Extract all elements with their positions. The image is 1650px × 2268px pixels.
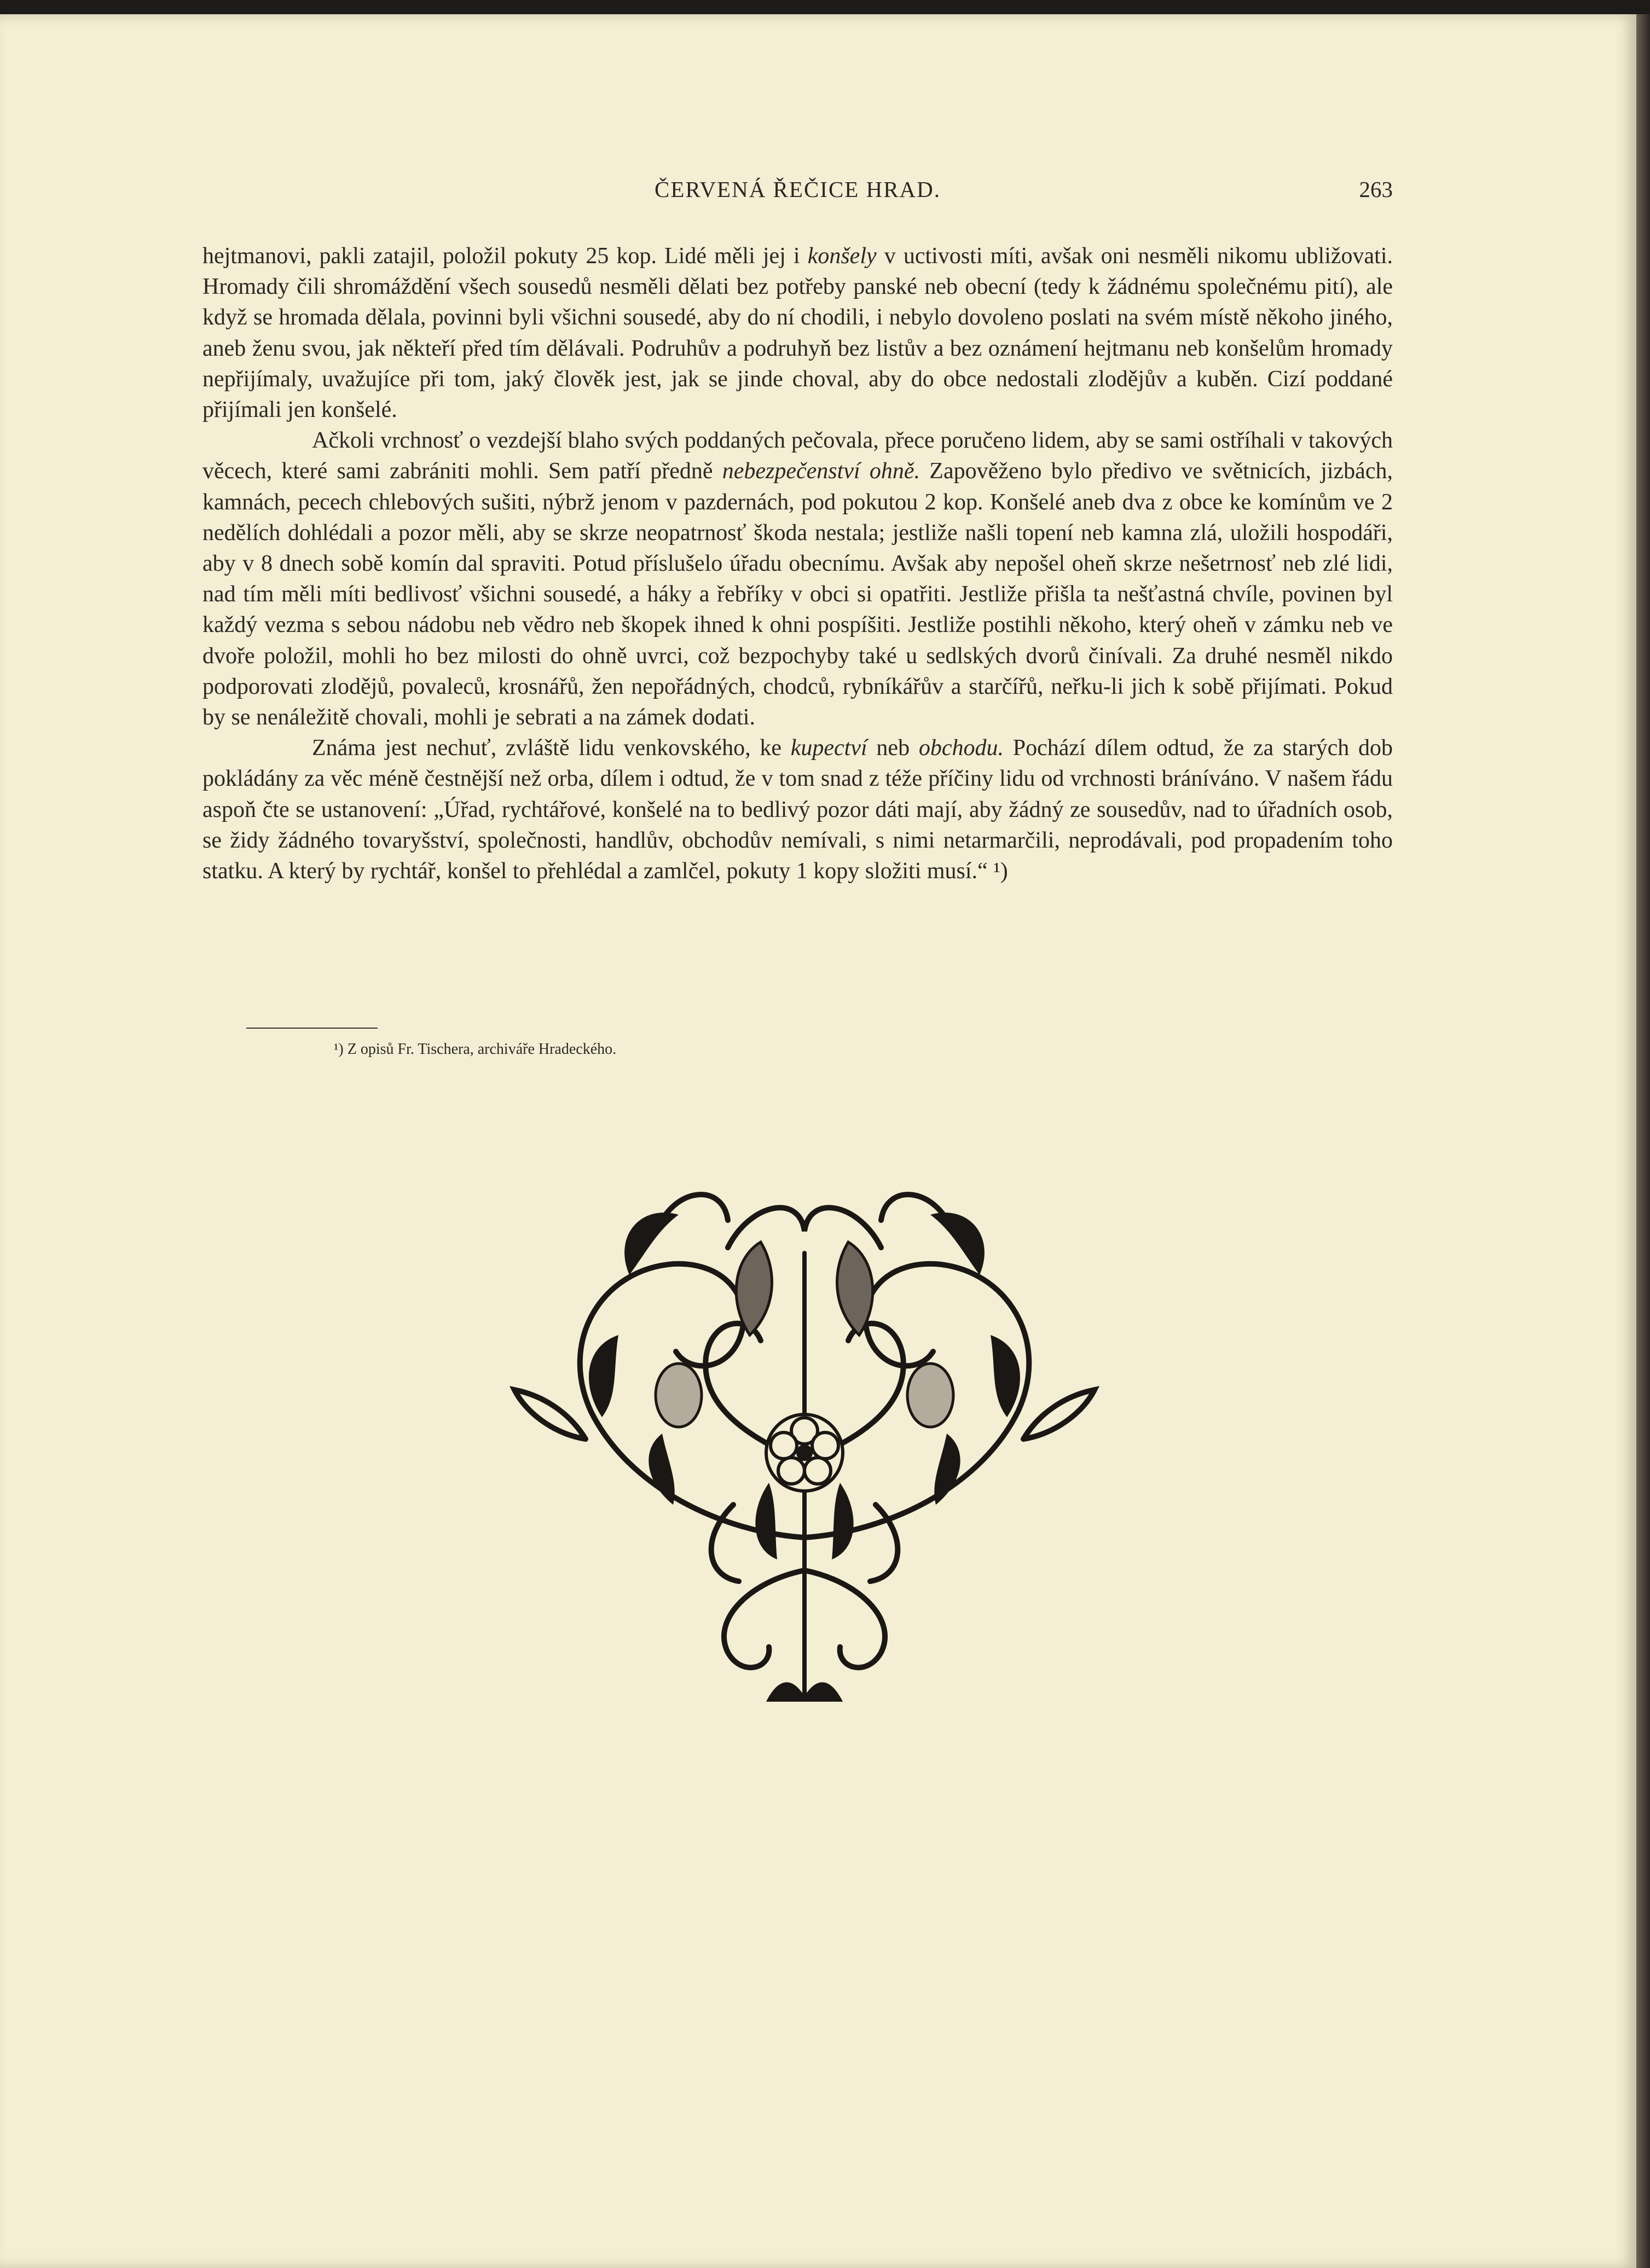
paragraph-2-text-a: Ačkoli vrchnosť o vezdejší blaho svých poddaných pečovala, přece poručeno lidem, aby se sami ostříhali v takových věcech, které sami zabrániti mohli. Sem patří předně xyxy=(202,428,1393,484)
paragraph-3 xyxy=(202,733,1393,886)
paragraph-1-emphasis: konšely xyxy=(807,243,877,269)
paragraph-2-emphasis: nebezpečenství ohně. xyxy=(722,459,920,484)
paragraph-3-text-a: Známa jest nechuť, zvláště lidu venkovského, ke xyxy=(312,735,791,761)
paragraph-1-text-b: v uctivosti míti, avšak oni nesměli nikomu ubližovati. Hromady čili shromáždění všech sousedů nesměli dělati bez potřeby panské neb obecní (tedy k žádnému společnému pití), ale když se hromada dělala, povinni byli všichni sousedé, aby do ní chodili, i nebylo dovoleno poslati na svém místě někoho jiného, aneb ženu svou, jak někteří před tím dělávali. Podruhův a podruhyň bez listův a bez oznámení hejtmanu neb konšelům hromady nepřijímaly, uvažujíce při tom, jaký člověk jest, jak se jinde choval, aby do obce nedostali zlodějův a kuběn. Cizí poddané přijímali jen konšelé. xyxy=(202,243,1393,423)
page-number: 263 xyxy=(1359,177,1393,202)
scan-border-top xyxy=(0,0,1650,14)
paragraph-2 xyxy=(202,425,1393,733)
running-title: ČERVENÁ ŘEČICE HRAD. xyxy=(654,177,941,202)
paragraph-3-text-mid: neb xyxy=(867,735,919,761)
footnote-rule xyxy=(246,1028,378,1029)
paragraph-3-emphasis-2: obchodu. xyxy=(918,735,1004,761)
footnote-marker: ¹) xyxy=(334,1041,344,1058)
footnote xyxy=(334,1040,1100,1059)
body-text xyxy=(202,241,1393,886)
footnote-text: Z opisů Fr. Tischera, archiváře Hradeckého. xyxy=(343,1041,617,1058)
paragraph-2-text-b: Zapověženo bylo předivo ve světnicích, jizbách, kamnách, pecech chlebových sušiti, nýbrž jenom v pazdernách, pod pokutou 2 kop. Konšelé aneb dva z obce ke komínům ve 2 nedělích dohlédali a pozor měli, aby se skrze neopatrnosť škoda nestala; jestliže našli topení neb kamna zlá, uložili hospodáři, aby v 8 dnech sobě komín dal spraviti. Potud příslušelo úřadu obecnímu. Avšak aby nepošel oheň skrze nešetrnosť neb zlé lidi, nad tím měli míti bedlivosť všichni sousedé, a háky a řebříky v obci si opatřiti. Jestliže přišla ta nešťastná chvíle, povinen byl každý vezma s sebou nádobu neb vědro neb škopek ihned k ohni pospíšiti. Jestliže postihli někoho, který oheň v zámku neb ve dvoře položil, mohli ho bez milosti do ohně uvrci, což bezpochyby také u sedlských dvorů činívali. Za druhé nesměl nikdo podporovati zlodějů, povaleců, krosnářů, žen nepořádných, chodců, rybníkářův a starčířů, neřku-li jich k sobě přijímati. Pokud by se nenáležitě chovali, mohli je sebrati a na zámek dodati. xyxy=(202,459,1393,730)
paragraph-1-text-a: hejtmanovi, pakli zatajil, položil pokuty 25 kop. Lidé měli jej i xyxy=(202,243,808,269)
footnote-reference: ¹) xyxy=(993,859,1008,884)
floral-ornament-icon xyxy=(493,1155,1116,1707)
paragraph-3-emphasis-1: kupectví xyxy=(790,735,867,761)
page-header xyxy=(202,176,1393,209)
paragraph-3-text-b: Pochází dílem odtud, že za starých dob pokládány za věc méně čestnější než orba, dílem i odtud, že v tom snad z téže příčiny lidu od vrchnosti bráníváno. V našem řádu aspoň čte se ustanovení: „Úřad, rychtářové, konšelé na to bedlivý pozor dáti mají, aby žádný ze sousedův, nad to úřadních osob, se židy žádného tovaryšství, společnosti, handlův, obchodův nemívali, s nimi netarmarčili, neprodávali, pod propadením toho statku. A který by rychtář, konšel to přehlédal a zamlčel, pokuty 1 kopy složiti musí.“ xyxy=(202,735,1393,884)
page-edge-shadow xyxy=(1636,14,1650,2268)
paragraph-1 xyxy=(202,241,1393,425)
